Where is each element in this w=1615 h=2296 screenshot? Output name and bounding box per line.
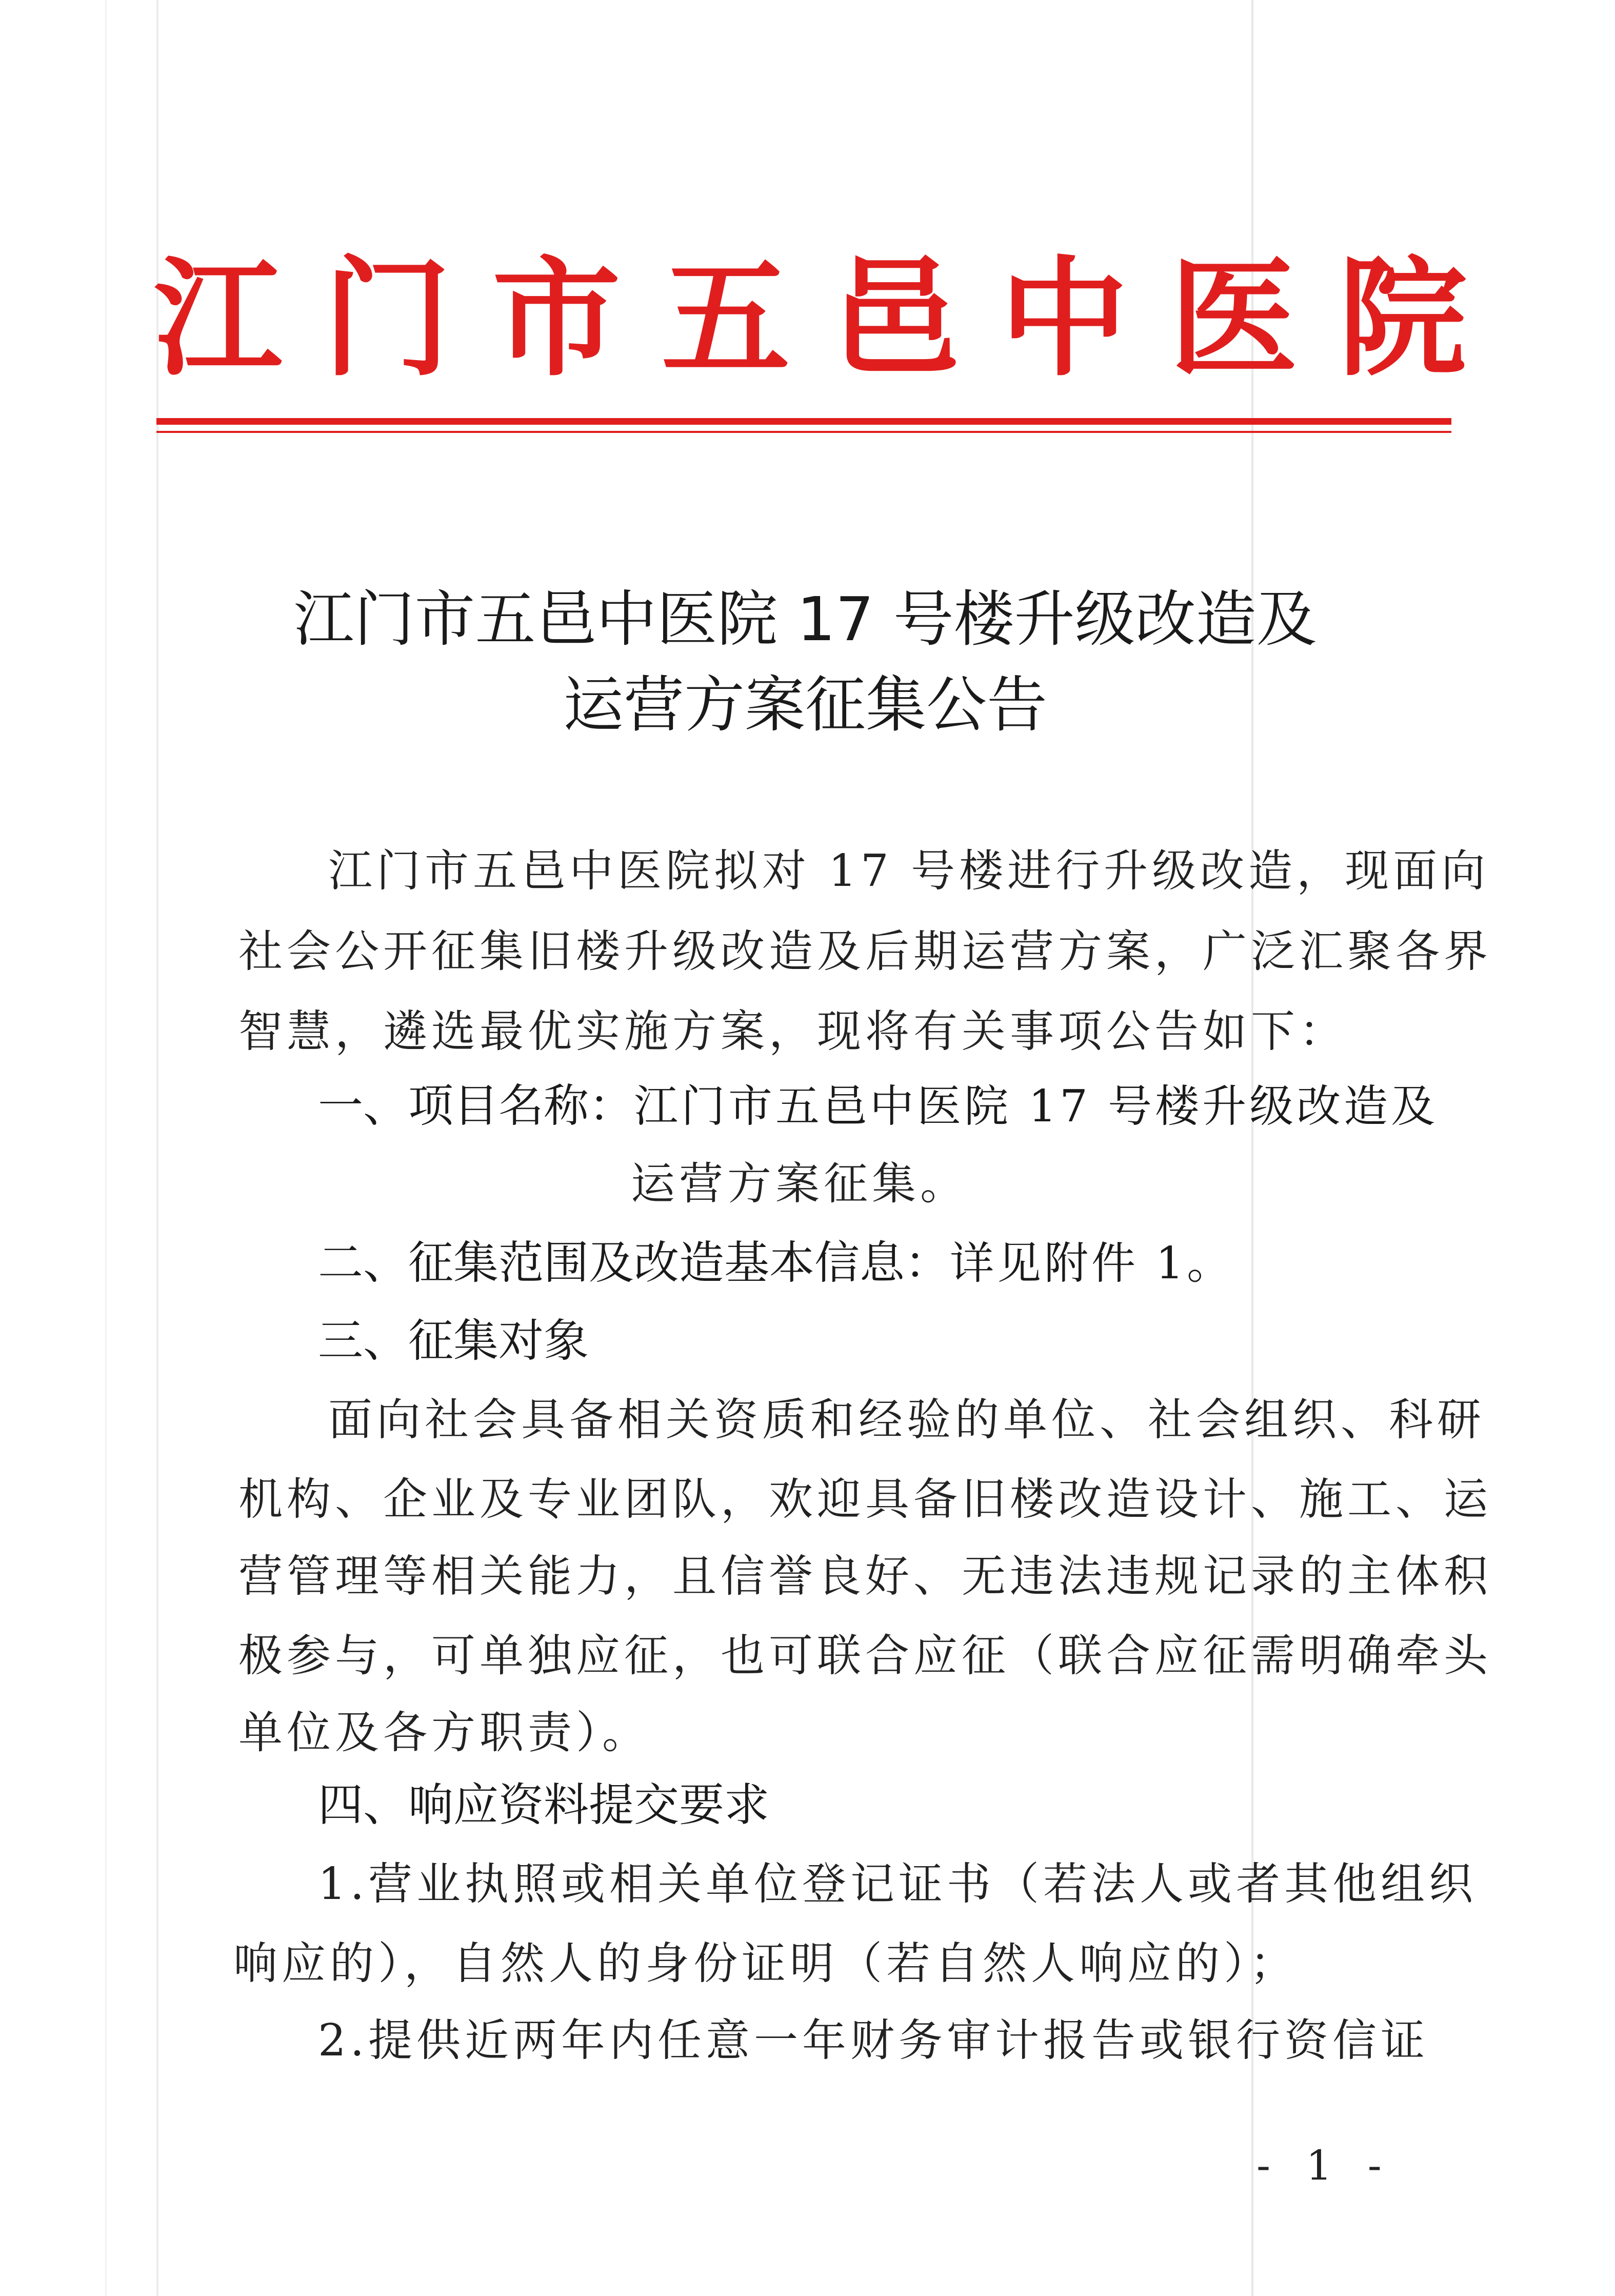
section-heading: 三、征集对象	[318, 1314, 589, 1367]
section3-line: 机构、企业及专业团队，欢迎具备旧楼改造设计、施工、运	[238, 1474, 1492, 1525]
scope-value: 详见附件 1。	[950, 1238, 1234, 1289]
masthead-char: 院	[1339, 243, 1467, 393]
section-scope	[318, 1236, 1234, 1289]
document-title-line1: 江门市五邑中医院 17 号楼升级改造及	[293, 584, 1317, 655]
section3-line: 面向社会具备相关资质和经验的单位、社会组织、科研	[328, 1394, 1485, 1446]
masthead-char: 江	[154, 243, 282, 393]
masthead-char: 五	[662, 243, 790, 393]
section-project-name	[318, 1079, 1439, 1132]
masthead-char: 中	[1000, 243, 1128, 393]
page-number: - 1 -	[1257, 2142, 1393, 2189]
red-masthead	[154, 241, 1467, 395]
project-name-value-cont: 运营方案征集。	[631, 1158, 968, 1210]
section-heading: 一、项目名称：	[318, 1079, 634, 1132]
masthead-char: 市	[492, 243, 621, 393]
section4-line: 2.提供近两年内任意一年财务审计报告或银行资信证	[318, 2015, 1429, 2066]
masthead-char: 邑	[831, 243, 959, 393]
section3-line: 营管理等相关能力，且信誉良好、无违法违规记录的主体积	[238, 1551, 1492, 1602]
intro-line: 江门市五邑中医院拟对 17 号楼进行升级改造，现面向	[328, 845, 1490, 897]
masthead-char: 医	[1169, 243, 1298, 393]
document-title-line2: 运营方案征集公告	[563, 669, 1047, 740]
section3-line: 单位及各方职责）。	[238, 1707, 650, 1758]
masthead-rule-thin	[156, 431, 1451, 433]
section-heading: 四、响应资料提交要求	[318, 1778, 770, 1831]
project-name-value: 江门市五邑中医院 17 号楼升级改造及	[634, 1081, 1439, 1132]
section4-line: 响应的），自然人的身份证明（若自然人响应的）；	[233, 1938, 1298, 1989]
section3-line: 极参与，可单独应征，也可联合应征（联合应征需明确牵头	[238, 1630, 1492, 1681]
intro-line: 智慧，遴选最优实施方案，现将有关事项公告如下：	[238, 1006, 1347, 1057]
scan-artifact-line	[105, 0, 107, 2296]
section4-line: 1.营业执照或相关单位登记证书（若法人或者其他组织	[318, 1858, 1478, 1910]
masthead-char: 门	[323, 243, 451, 393]
intro-line: 社会公开征集旧楼升级改造及后期运营方案，广泛汇聚各界	[238, 926, 1492, 977]
masthead-rule-thick	[156, 418, 1451, 425]
section-heading: 二、征集范围及改造基本信息：	[318, 1236, 950, 1289]
